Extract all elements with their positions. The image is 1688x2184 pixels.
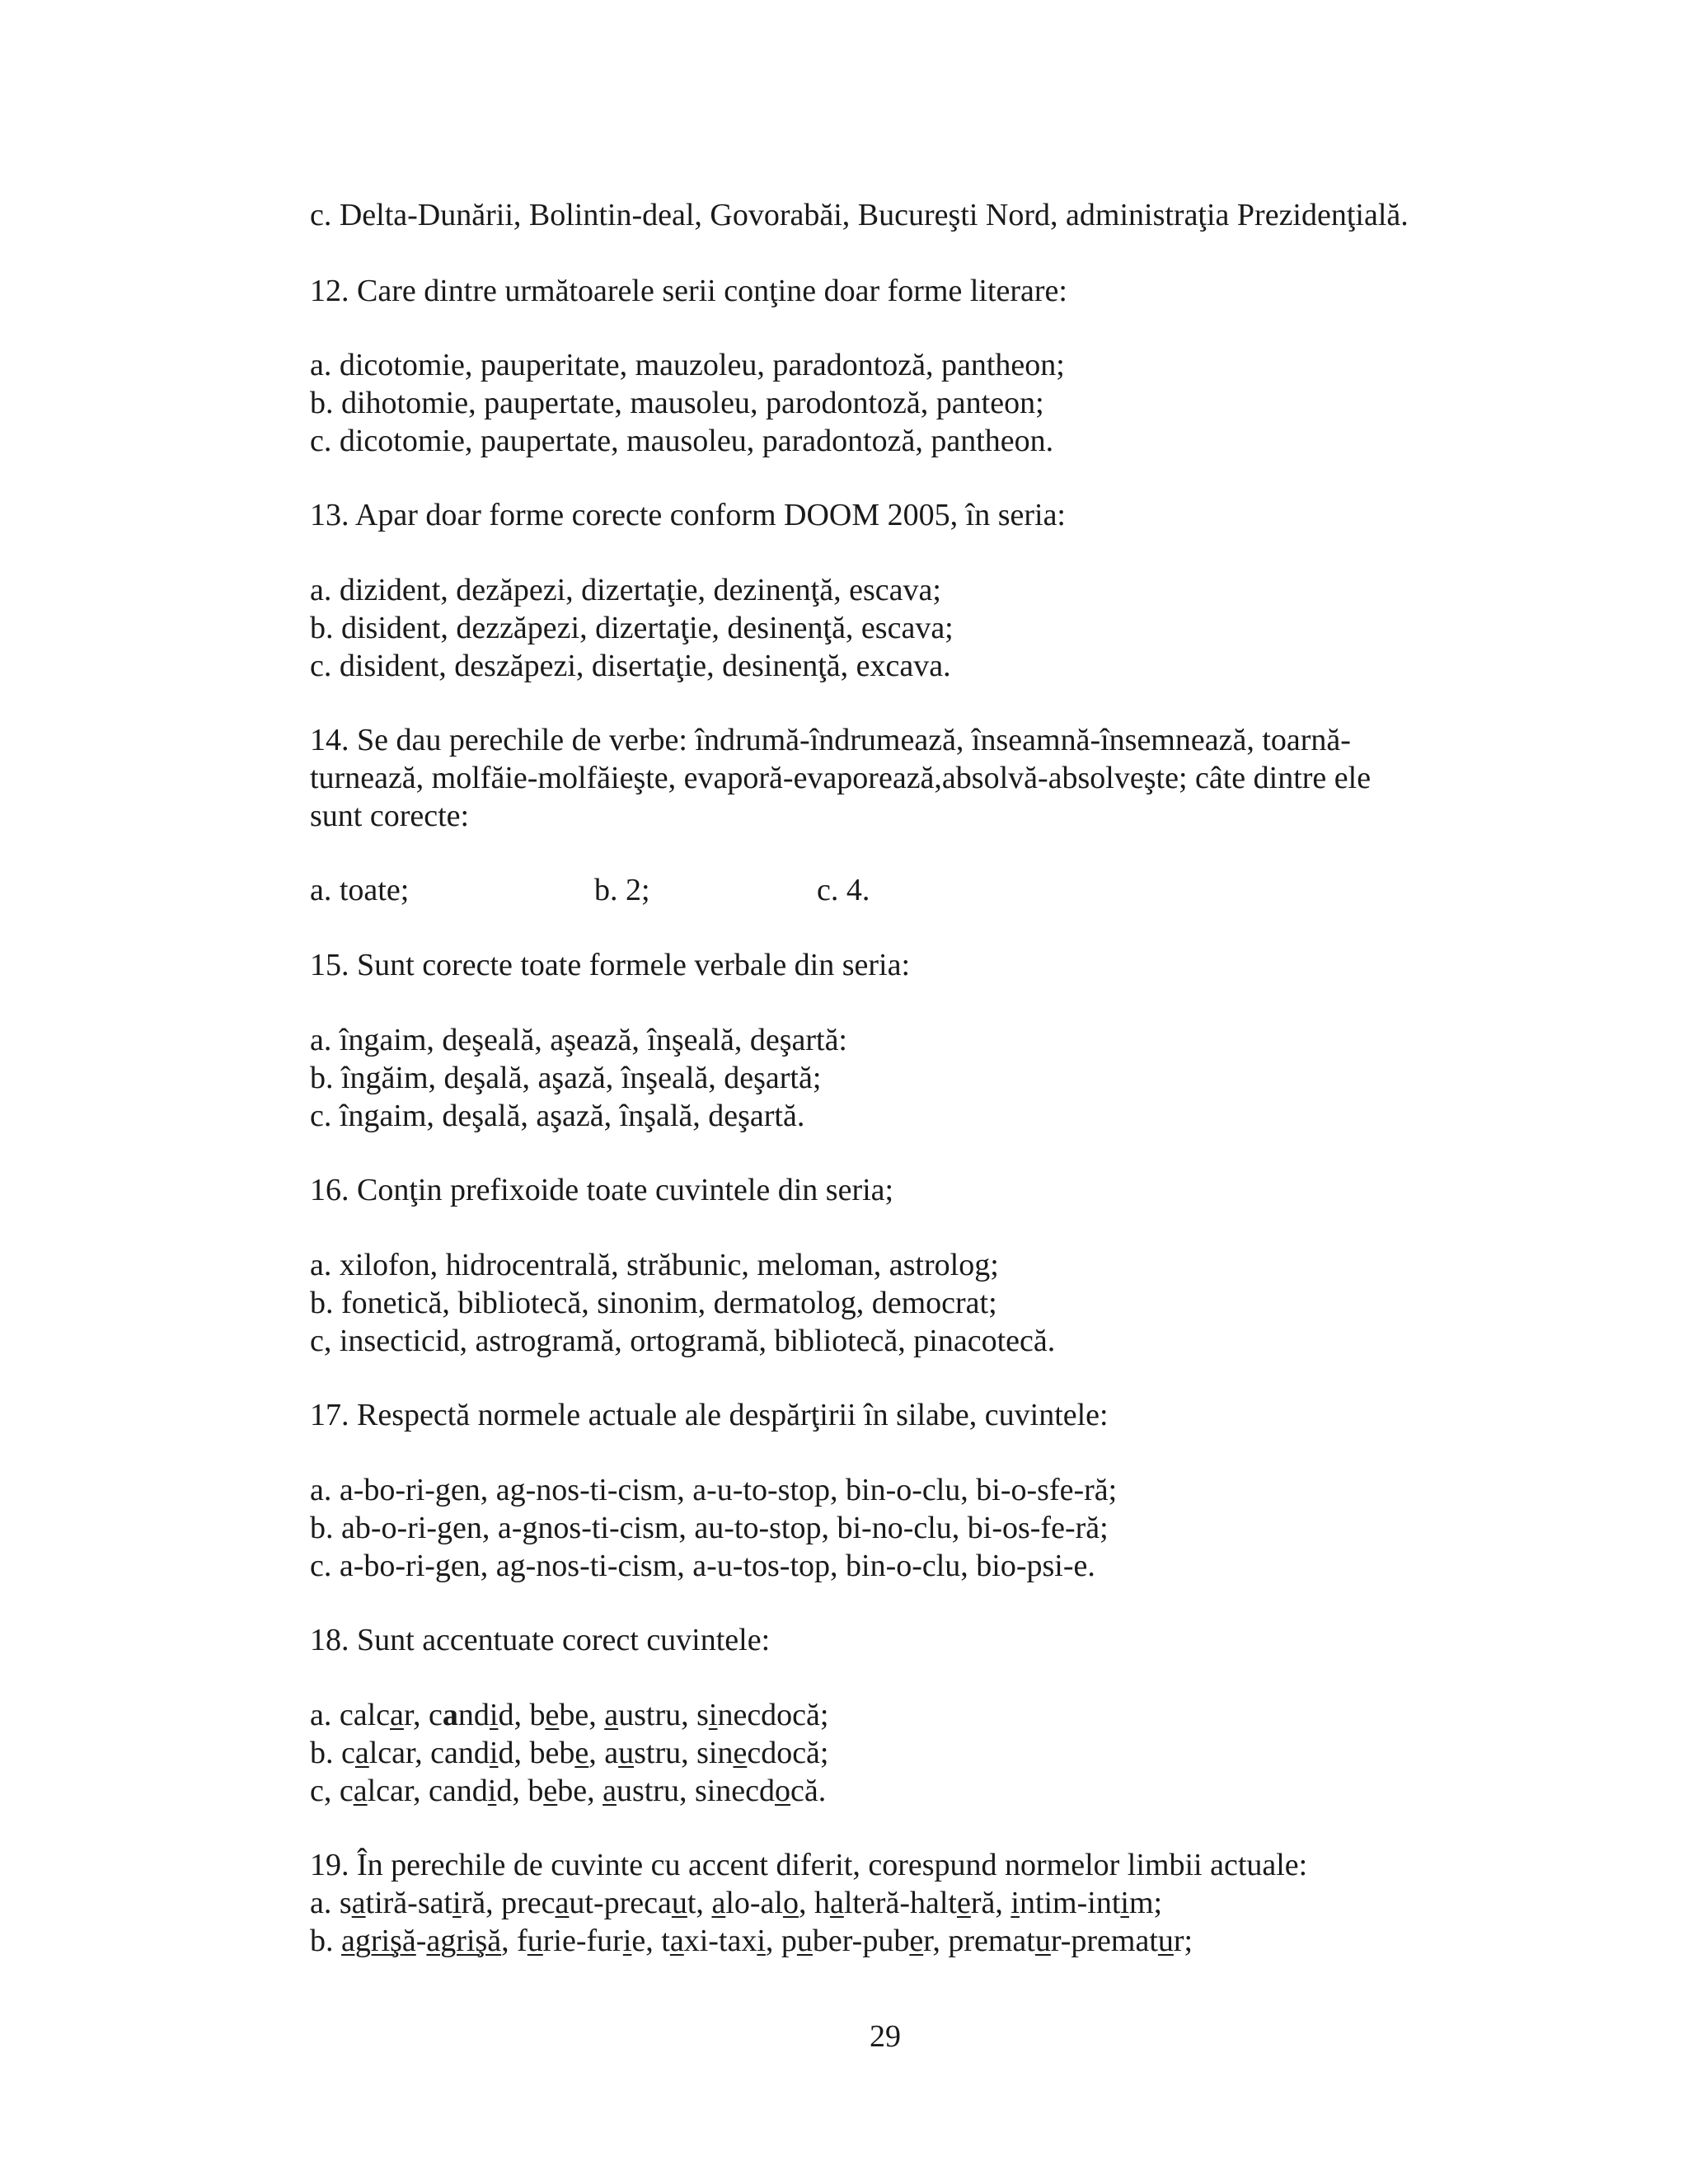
q15-text: 15. Sunt corecte toate formele verbale din seria: [310, 948, 911, 982]
q14-text-line2: turnează, molfăie-molfăieşte, evaporă-evaporează,absolvă-absolveşte; câte dintre ele [310, 761, 1372, 795]
q19-text: 19. În perechile de cuvinte cu accent diferit, corespund normelor limbii actuale: [310, 1848, 1308, 1882]
q15-option-a: a. îngaim, deşeală, aşează, înşeală, deşartă: [310, 1023, 847, 1057]
q17-text: 17. Respectă normele actuale ale despărţirii în silabe, cuvintele: [310, 1398, 1109, 1432]
q18-option-c: c, calcar, candid, bebe, austru, sinecdocă. [310, 1774, 827, 1808]
q18-option-b: b. calcar, candid, bebe, austru, sinecdocă; [310, 1736, 829, 1770]
q12-option-a: a. dicotomie, pauperitate, mauzoleu, paradontoză, pantheon; [310, 348, 1065, 382]
q17-option-b: b. ab-o-ri-gen, a-gnos-ti-cism, au-to-stop, bi-no-clu, bi-os-fe-ră; [310, 1511, 1109, 1545]
q12-options [310, 346, 1546, 460]
q17-option-a: a. a-bo-ri-gen, ag-nos-ti-cism, a-u-to-stop, bin-o-clu, bi-o-sfe-ră; [310, 1473, 1118, 1507]
question-11-continuation [310, 196, 1546, 234]
q14-text-line1: 14. Se dau perechile de verbe: îndrumă-îndrumează, înseamnă-însemnează, toarnă- [310, 723, 1351, 757]
q13-text: 13. Apar doar forme corecte conform DOOM 2005, în seria: [310, 498, 1066, 532]
question-16 [310, 1171, 1546, 1209]
question-17 [310, 1396, 1546, 1434]
q15-options [310, 1021, 1546, 1135]
q19-option-a: a. satiră-satiră, precaut-precaut, alo-alo, halteră-halteră, intim-intim; [310, 1886, 1163, 1920]
q16-option-a: a. xilofon, hidrocentrală, străbunic, meloman, astrolog; [310, 1248, 999, 1282]
q14-options [310, 871, 1546, 909]
question-15 [310, 946, 1546, 984]
q13-option-a: a. dizident, dezăpezi, dizertaţie, dezinenţă, escava; [310, 573, 941, 607]
question-14 [310, 721, 1546, 835]
q14-option-a: a. toate; [310, 873, 410, 907]
question-13 [310, 496, 1546, 534]
q13-option-b: b. disident, dezzăpezi, dizertaţie, desinenţă, escava; [310, 611, 954, 645]
q15-option-b: b. îngăim, deşală, aşază, înşeală, deşartă; [310, 1061, 822, 1095]
question-18 [310, 1621, 1546, 1659]
page-number: 29 [870, 2019, 901, 2054]
q16-option-c: c, insecticid, astrogramă, ortogramă, bibliotecă, pinacotecă. [310, 1324, 1056, 1358]
q11-option-c: c. Delta-Dunării, Bolintin-deal, Govorabăi, Bucureşti Nord, administraţia Prezidenţială. [310, 198, 1409, 232]
q17-option-c: c. a-bo-ri-gen, ag-nos-ti-cism, a-u-tos-top, bin-o-clu, bio-psi-e. [310, 1549, 1095, 1583]
q16-option-b: b. fonetică, bibliotecă, sinonim, dermatolog, democrat; [310, 1286, 997, 1320]
q12-option-c: c. dicotomie, paupertate, mausoleu, paradontoză, pantheon. [310, 424, 1054, 458]
q16-text: 16. Conţin prefixoide toate cuvintele din seria; [310, 1173, 894, 1207]
q13-option-c: c. disident, deszăpezi, disertaţie, desinenţă, excava. [310, 649, 951, 683]
question-19 [310, 1846, 1546, 1960]
q19-option-b: b. agrişă-agrişă, furie-furie, taxi-taxi, puber-puber, prematur-prematur; [310, 1924, 1193, 1958]
q14-option-c: c. 4. [817, 873, 870, 907]
q17-options [310, 1471, 1546, 1585]
q18-text: 18. Sunt accentuate corect cuvintele: [310, 1623, 771, 1657]
q14-option-b: b. 2; [594, 873, 650, 907]
q14-options-row [310, 871, 1546, 909]
q12-option-b: b. dihotomie, paupertate, mausoleu, parodontoză, panteon; [310, 386, 1044, 420]
q13-options [310, 571, 1546, 685]
q18-options [310, 1696, 1546, 1810]
question-12 [310, 272, 1546, 310]
q14-text-line3: sunt corecte: [310, 799, 470, 833]
q16-options [310, 1246, 1546, 1360]
q18-option-a: a. calcar, candid, bebe, austru, sinecdocă; [310, 1698, 829, 1732]
q12-text: 12. Care dintre următoarele serii conţine doar forme literare: [310, 274, 1067, 308]
q15-option-c: c. îngaim, deşală, aşază, înşală, deşartă. [310, 1099, 805, 1133]
